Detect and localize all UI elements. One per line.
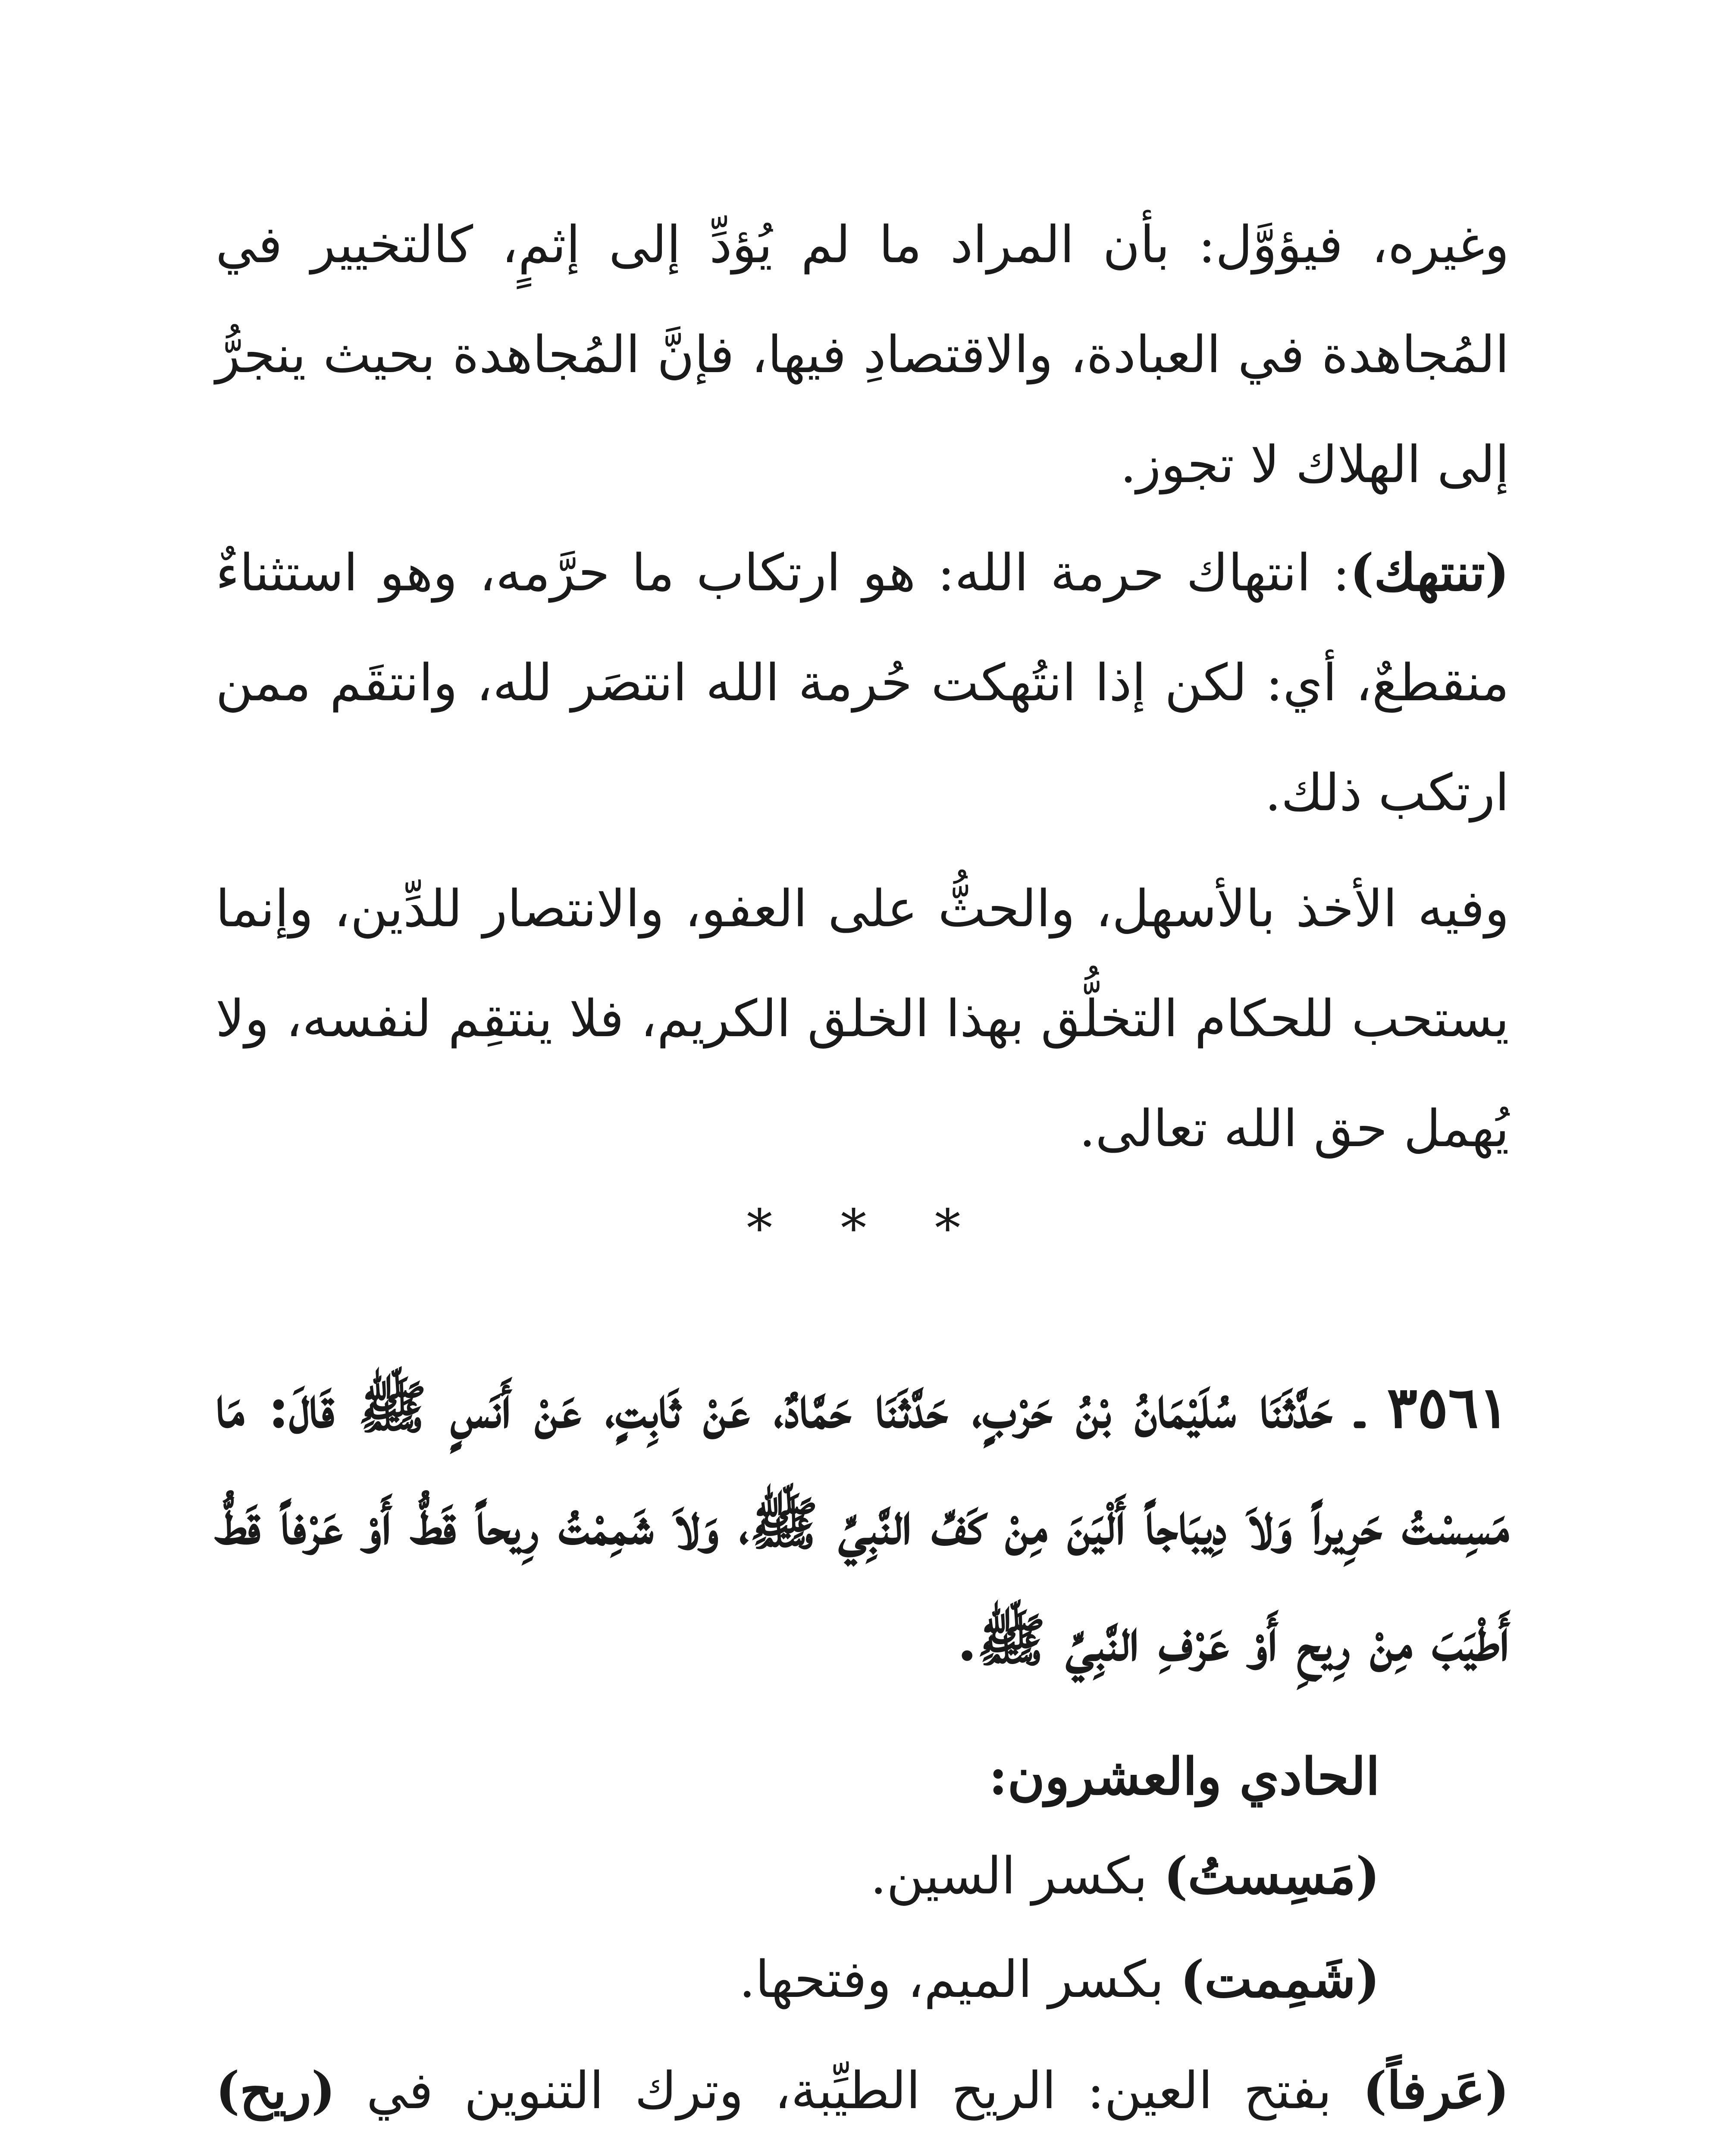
- commentary-line-1: [216, 1833, 1380, 1919]
- hadith-text: ٣٥٦١ ـ حَدَّثَنَا سُلَيْمَانُ بْنُ حَرْبٍ، حَدَّثَنَا حَمَّادٌ، عَنْ ثَابِتٍ، عَنْ أَنَسٍ ﷺ قَالَ: مَا مَسِسْتُ حَرِيراً وَلاَ دِيبَاجاً أَلْيَنَ مِنْ كَفِّ النَّبِيِّ ﷺ، وَلاَ شَمِمْتُ رِيحاً قَطُّ أَوْ عَرْفاً قَطُّ أَطْيَبَ مِنْ رِيحِ أَوْ عَرْفِ النَّبِيِّ ﷺ.: [216, 1374, 1509, 1674]
- commentary-line-3-text-a: بفتح العين: الريح الطيِّبة، وترك التنوين في: [335, 2061, 1363, 2120]
- commentary-line-1-text: بكسر السين.: [870, 1846, 1164, 1905]
- paragraph-2-text: : انتهاك حرمة الله: هو ارتكاب ما حرَّمه، وهو استثناءٌ منقطعٌ، أي: لكن إذا انتُهكت حُرمة الله انتصَر لله، وانتقَم ممن ارتكب ذلك.: [216, 543, 1509, 822]
- term-shamimtu: (شَمِمت): [1180, 1949, 1380, 2009]
- term-masistu: (مَسِستُ): [1163, 1846, 1380, 1905]
- term-tantahik: (تنتهك): [1350, 542, 1509, 602]
- section-separator: * * *: [746, 1199, 987, 1259]
- term-arfan: (عَرفاً): [1363, 2060, 1509, 2120]
- hadith-3561: [216, 1350, 1509, 1699]
- commentary-line-2-text: بكسر الميم، وفتحها.: [739, 1949, 1181, 2009]
- commentary-heading: الحادي والعشرون:: [988, 1746, 1380, 1806]
- commentary-line-3: [216, 2035, 1509, 2156]
- paragraph-1-text: وغيره، فيؤوَّل: بأن المراد ما لم يُؤدِّ إلى إثمٍ، كالتخيير في المُجاهدة في العبادة، والاقتصادِ فيها، فإنَّ المُجاهدة بحيث ينجرُّ إلى الهلاك لا تجوز.: [216, 215, 1509, 494]
- paragraph-3: [216, 854, 1509, 1184]
- paragraph-3-text: وفيه الأخذ بالأسهل، والحثُّ على العفو، والانتصار للدِّين، وإنما يستحب للحكام التخلُّق بهذا الخلق الكريم، فلا ينتقِم لنفسه، ولا يُهمل حق الله تعالى.: [216, 879, 1509, 1158]
- paragraph-1: [216, 190, 1509, 520]
- term-rih: (ريح): [216, 2060, 335, 2120]
- commentary-line-2: [216, 1936, 1380, 2022]
- paragraph-2: [216, 517, 1509, 848]
